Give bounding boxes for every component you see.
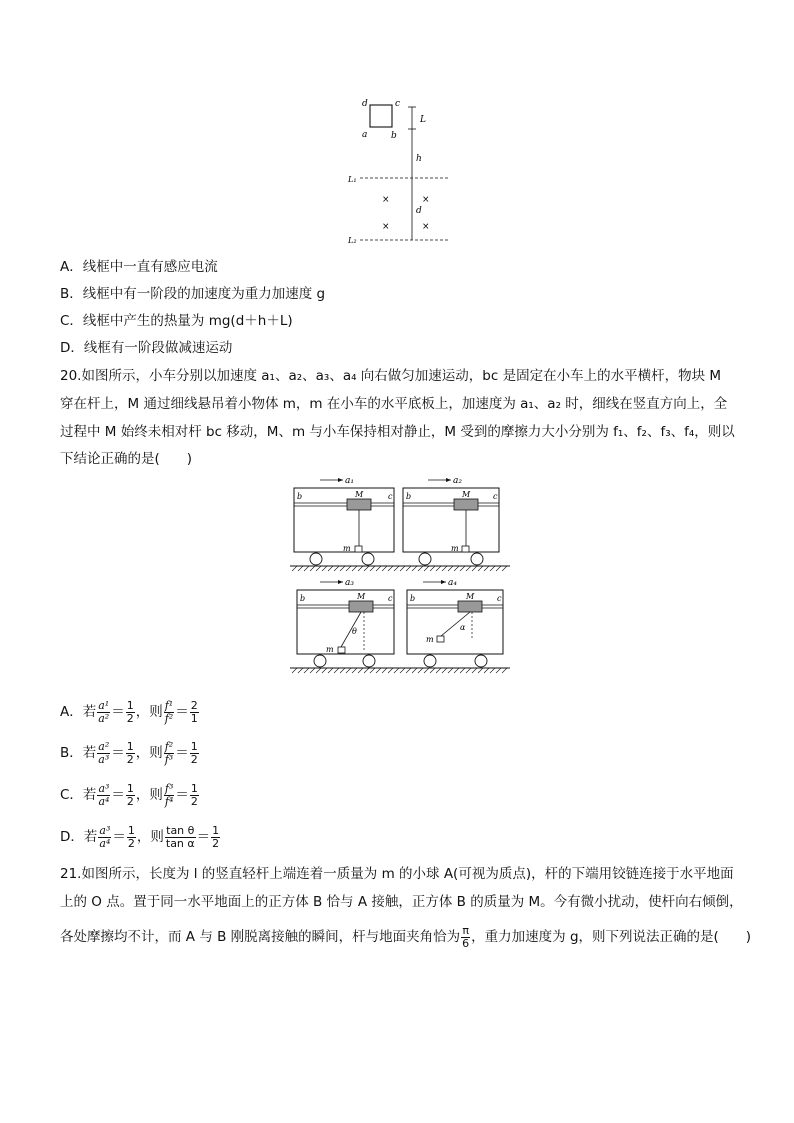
svg-text:c: c: [497, 594, 502, 603]
svg-text:c: c: [388, 492, 393, 501]
q19-option-c: C．线框中产生的热量为 mg(d＋h＋L): [60, 313, 293, 329]
q21-stem-line: 21.如图所示，长度为 l 的竖直轻杆上端连着一质量为 m 的小球 A(可视为质点)，杆的下端用铰链连接于水平地面: [60, 866, 734, 882]
q20-stem-line: 20.如图所示，小车分别以加速度 a₁、a₂、a₃、a₄ 向右做匀加速运动，bc 是固定在小车上的水平横杆，物块 M: [60, 368, 722, 384]
svg-text:α: α: [460, 623, 466, 632]
svg-text:M: M: [466, 592, 475, 601]
field-cross: ×: [422, 195, 430, 205]
field-cross: ×: [382, 195, 390, 205]
svg-text:θ: θ: [352, 627, 357, 636]
q20-option-a: A．若 $\frac{\text{a¹}}{\text{a²}}$ ＝ $\frac{1}{2}$ ，则 $\frac{\text{f¹}}{\text{f²}}$ ＝ $\frac{2}{1}$: [60, 698, 198, 725]
q20-option-b: B．若 $\frac{\text{a²}}{\text{a³}}$ ＝ $\frac{1}{2}$ ，则 $\frac{\text{f²}}{\text{f³}}$ ＝ $\frac{1}{2}$: [60, 739, 198, 766]
label-L2: L₂: [348, 236, 357, 245]
field-cross: ×: [382, 222, 390, 232]
q19-option-b: B．线框中有一阶段的加速度为重力加速度 g: [60, 286, 326, 302]
svg-text:M: M: [462, 490, 471, 499]
label-b: b: [391, 131, 397, 141]
q20-option-c: C．若 $\frac{\text{a³}}{\text{a⁴}}$ ＝ $\frac{1}{2}$ ，则 $\frac{\text{f³}}{\text{f⁴}}$ ＝ $\frac{1}{2}$: [60, 781, 198, 808]
svg-text:M: M: [355, 490, 364, 499]
q20-stem-line: 下结论正确的是( ): [60, 451, 193, 467]
q20-option-d: D．若 $\frac{\text{a³}}{\text{a⁴}}$ ＝ $\frac{1}{2}$ ，则 $\frac{\text{tan θ}}{\text{tan α}}$ ＝ $\frac{1}{2}$: [60, 823, 220, 850]
svg-text:c: c: [388, 594, 393, 603]
q19-option-a: A．线框中一直有感应电流: [60, 259, 218, 275]
q21-stem-line: 上的 O 点。置于同一水平地面上的正方体 B 恰与 A 接触，正方体 B 的质量为 M。今有微小扰动，使杆向右倾倒，: [60, 894, 743, 910]
q19-option-d: D．线框有一阶段做减速运动: [60, 340, 233, 356]
label-a2: a₂: [453, 476, 462, 486]
svg-text:m: m: [343, 544, 351, 553]
figure-q19: [340, 95, 455, 245]
figure-q20: [288, 470, 513, 678]
label-a4: a₄: [448, 578, 457, 588]
label-d-field: d: [416, 206, 422, 216]
cart-1: [294, 476, 394, 565]
svg-text:m: m: [426, 635, 434, 644]
field-cross: ×: [422, 222, 430, 232]
label-a: a: [362, 130, 368, 140]
label-L: L: [420, 115, 426, 125]
svg-text:b: b: [410, 594, 416, 603]
label-a3: a₃: [345, 578, 354, 588]
square-loop: [370, 105, 392, 127]
label-h: h: [416, 154, 422, 164]
svg-text:b: b: [297, 492, 303, 501]
cart-3: [297, 578, 394, 667]
svg-text:c: c: [493, 492, 498, 501]
q20-stem-line: 过程中 M 始终未相对杆 bc 移动，M、m 与小车保持相对静止，M 受到的摩擦力大小分别为 f₁、f₂、f₃、f₄，则以: [60, 424, 735, 440]
label-c: c: [395, 99, 401, 109]
svg-text:m: m: [451, 544, 459, 553]
q20-stem-line: 穿在杆上，M 通过细线悬吊着小物体 m，m 在小车的水平底板上，加速度为 a₁、a₂ 时，细线在竖直方向上，全: [60, 396, 728, 412]
label-a1: a₁: [345, 476, 354, 486]
cart-4: [407, 578, 503, 667]
label-d: d: [362, 99, 368, 109]
svg-text:M: M: [357, 592, 366, 601]
svg-text:b: b: [406, 492, 412, 501]
label-L1: L₁: [348, 175, 357, 184]
cart-2: [403, 476, 499, 565]
q21-stem-line: 各处摩擦均不计，而 A 与 B 刚脱离接触的瞬间，杆与地面夹角恰为 $\frac{\pi}{6}$ ，重力加速度为 g，则下列说法正确的是( ): [60, 923, 752, 950]
svg-text:b: b: [300, 594, 306, 603]
svg-text:m: m: [326, 645, 334, 654]
